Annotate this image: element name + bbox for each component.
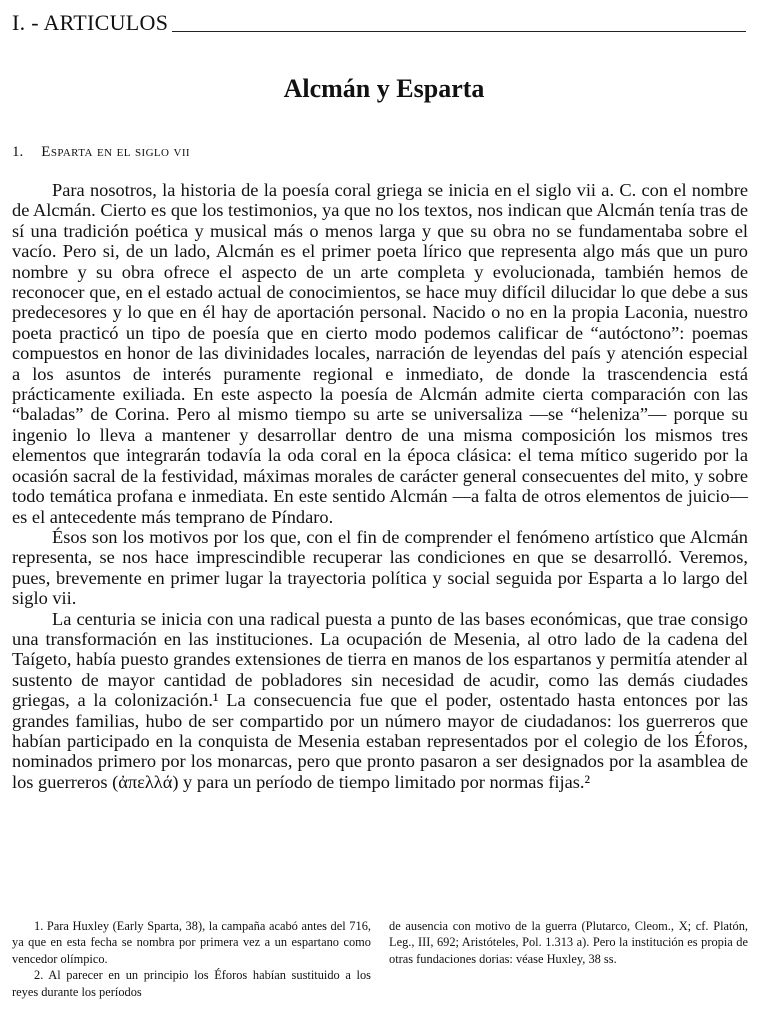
section-header: [12, 10, 746, 36]
footnotes-column-right: [389, 918, 748, 1000]
body-paragraph: Para nosotros, la historia de la poesía coral griega se inicia en el siglo vii a. C. con el nombre de Alcmán. Cierto es que los testimonios, ya que no los textos, nos indican que Alcmán tenía tras de sí una tradición poética y musical más o menos larga y que su obra no se fundamentaba sobre el vacío. Pero si, de un lado, Alcmán es el primer poeta lírico que representa algo más que un puro nombre y su obra ofrece el aspecto de un arte completa y evolucionada, también hemos de reconocer que, en el estado actual de conocimientos, se hace muy difícil dilucidar lo que debe a sus predecesores y lo que en él hay de aportación personal. Nacido o no en la propia Laconia, nuestro poeta practicó un tipo de poesía que en cierto modo podemos calificar de “autóctono”: poemas compuestos en honor de las divinidades locales, narración de leyendas del país y atención especial a los asuntos de interés puramente regional e inmediato, de donde la trascendencia está prácticamente exiliada. En este aspecto la poesía de Alcmán admite cierta comparación con las “baladas” de Corina. Pero al mismo tiempo su arte se universaliza —se “heleniza”— porque su ingenio lo lleva a mantener y desarrollar dentro de una misma composición los mismos tres elementos que integrarán todavía la oda coral en la época clásica: el tema mítico sugerido por la ocasión sacral de la festividad, máximas morales de carácter general consecuentes del mito, y sobre todo temática profana e inmediata. En este sentido Alcmán —a falta de otros elementos de juicio— es el antecedente más temprano de Píndaro.: [12, 180, 748, 527]
article-body: [12, 180, 748, 792]
subsection-number: 1.: [12, 144, 24, 160]
body-paragraph: La centuria se inicia con una radical puesta a punto de las bases económicas, que trae consigo una transformación en las instituciones. La ocupación de Mesenia, al otro lado de la cadena del Taígeto, había puesto grandes extensiones de tierra en manos de los espartanos y permitía atender al sustento de mayor cantidad de pobladores sin necesidad de acudir, como las demás ciudades griegas, a la colonización.¹ La consecuencia fue que el poder, ostentado hasta entonces por las grandes familias, hubo de ser compartido por un número mayor de ciudadanos: los guerreros que habían participado en la conquista de Mesenia estaban representados por el colegio de los Éforos, nominados primero por los monarcas, pero que pronto pasaron a ser designados por la asamblea de los guerreros (ἀπελλά) y para un período de tiempo limitado por normas fijas.²: [12, 608, 748, 792]
footnote: 2. Al parecer en un principio los Éforos habían sustituido a los reyes durante los períodos: [12, 968, 371, 999]
section-label: I. - ARTICULOS: [12, 10, 172, 36]
footnotes: [12, 918, 748, 1000]
article-title: Alcmán y Esparta: [283, 74, 485, 103]
footnote-continuation: de ausencia con motivo de la guerra (Plutarco, Cleom., X; cf. Platón, Leg., III, 692; Aristóteles, Pol. 1.313 a). Pero la institución es propia de otras fundaciones dorias: véase Huxley, 38 ss.: [389, 919, 748, 966]
footnote: 1. Para Huxley (Early Sparta, 38), la campaña acabó antes del 716, ya que en esta fecha se nombra por primera vez a un espartano como vencedor olímpico.: [12, 919, 371, 966]
body-paragraph: Ésos son los motivos por los que, con el fin de comprender el fenómeno artístico que Alcmán representa, se nos hace imprescindible recuperar las condiciones en que se desarrolló. Veremos, pues, brevemente en primer lugar la trayectoria política y social seguida por Esparta a lo largo del siglo vii.: [12, 526, 748, 609]
subsection-title: Esparta en el siglo vii: [41, 144, 190, 160]
subsection-heading: [12, 144, 190, 161]
footnotes-column-left: [12, 918, 371, 1000]
